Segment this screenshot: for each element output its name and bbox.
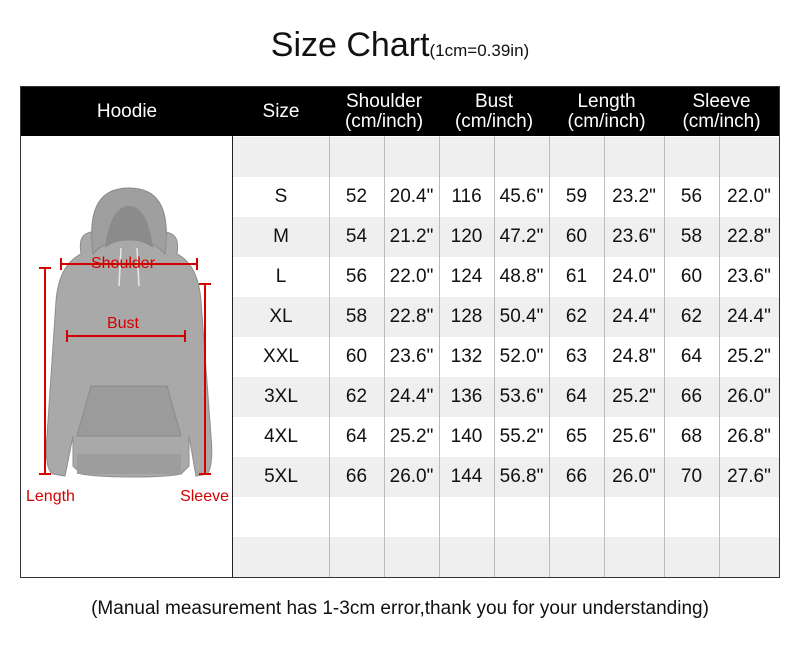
table-header bbox=[21, 87, 779, 136]
header-shoulder: Shoulder (cm/inch) bbox=[344, 90, 424, 132]
divider bbox=[719, 136, 720, 577]
cell-length-cm: 59 bbox=[565, 186, 588, 207]
size-chart-table bbox=[20, 86, 780, 578]
cell-bust-cm: 120 bbox=[450, 226, 483, 247]
table-row-empty bbox=[233, 537, 779, 577]
cell-bust-cm: 136 bbox=[450, 386, 483, 407]
header-bust: Bust (cm/inch) bbox=[454, 90, 534, 132]
cell-shoulder-in: 21.2" bbox=[389, 226, 434, 247]
cell-bust-cm: 132 bbox=[450, 346, 483, 367]
table-row-empty bbox=[233, 497, 779, 537]
title-conversion: (1cm=0.39in) bbox=[429, 41, 530, 60]
cell-size: M bbox=[273, 226, 289, 247]
diagram-label-length: Length bbox=[26, 488, 75, 505]
cell-shoulder-cm: 58 bbox=[345, 306, 368, 327]
cell-sleeve-in: 27.6" bbox=[727, 466, 771, 487]
cell-sleeve-in: 23.6" bbox=[727, 266, 771, 287]
cell-length-cm: 65 bbox=[565, 426, 588, 447]
cell-sleeve-cm: 56 bbox=[680, 186, 703, 207]
cell-shoulder-cm: 64 bbox=[345, 426, 368, 447]
cell-sleeve-cm: 62 bbox=[680, 306, 703, 327]
cell-size: L bbox=[275, 266, 287, 287]
cell-bust-in: 53.6" bbox=[499, 386, 544, 407]
table-row bbox=[233, 297, 779, 337]
cell-bust-cm: 128 bbox=[450, 306, 483, 327]
cell-sleeve-in: 22.8" bbox=[727, 226, 771, 247]
cell-sleeve-in: 26.8" bbox=[727, 426, 771, 447]
cell-shoulder-cm: 66 bbox=[345, 466, 368, 487]
divider bbox=[604, 136, 605, 577]
cell-sleeve-cm: 70 bbox=[680, 466, 703, 487]
divider bbox=[549, 136, 550, 577]
title-main: Size Chart bbox=[270, 26, 430, 64]
hoodie-diagram bbox=[21, 136, 232, 577]
cell-length-in: 24.4" bbox=[612, 306, 656, 327]
header-length: Length (cm/inch) bbox=[567, 90, 646, 132]
cell-shoulder-cm: 62 bbox=[345, 386, 368, 407]
cell-shoulder-in: 25.2" bbox=[389, 426, 434, 447]
cell-sleeve-cm: 58 bbox=[680, 226, 703, 247]
table-row bbox=[233, 257, 779, 297]
cell-length-cm: 61 bbox=[565, 266, 588, 287]
cell-sleeve-cm: 66 bbox=[680, 386, 703, 407]
cell-shoulder-in: 20.4" bbox=[389, 186, 434, 207]
cell-shoulder-in: 23.6" bbox=[389, 346, 434, 367]
cell-bust-in: 50.4" bbox=[499, 306, 544, 327]
cell-bust-in: 52.0" bbox=[499, 346, 544, 367]
cell-bust-in: 47.2" bbox=[499, 226, 544, 247]
cell-bust-cm: 140 bbox=[450, 426, 483, 447]
table-row bbox=[233, 217, 779, 257]
cell-length-cm: 60 bbox=[565, 226, 588, 247]
table-row bbox=[233, 337, 779, 377]
table-row bbox=[233, 177, 779, 217]
cell-bust-in: 55.2" bbox=[499, 426, 544, 447]
cell-shoulder-cm: 54 bbox=[345, 226, 368, 247]
cell-size: 4XL bbox=[264, 426, 298, 447]
cell-shoulder-in: 24.4" bbox=[389, 386, 434, 407]
cell-length-cm: 63 bbox=[565, 346, 588, 367]
cell-sleeve-in: 24.4" bbox=[727, 306, 771, 327]
cell-bust-in: 48.8" bbox=[499, 266, 544, 287]
cell-bust-cm: 144 bbox=[450, 466, 483, 487]
cell-sleeve-in: 25.2" bbox=[727, 346, 771, 367]
diagram-label-bust: Bust bbox=[106, 315, 140, 332]
cell-bust-cm: 116 bbox=[451, 186, 482, 207]
cell-size: XXL bbox=[263, 346, 299, 367]
cell-shoulder-cm: 60 bbox=[345, 346, 368, 367]
table-row-empty-top bbox=[233, 137, 779, 177]
cell-sleeve-in: 26.0" bbox=[727, 386, 771, 407]
cell-length-cm: 66 bbox=[565, 466, 588, 487]
cell-bust-in: 56.8" bbox=[499, 466, 544, 487]
cell-length-in: 26.0" bbox=[612, 466, 656, 487]
cell-length-in: 24.0" bbox=[612, 266, 656, 287]
cell-sleeve-cm: 64 bbox=[680, 346, 703, 367]
cell-shoulder-in: 22.8" bbox=[389, 306, 434, 327]
cell-bust-cm: 124 bbox=[450, 266, 483, 287]
cell-length-in: 25.2" bbox=[612, 386, 656, 407]
cell-shoulder-cm: 56 bbox=[345, 266, 368, 287]
header-size: Size bbox=[262, 100, 300, 122]
chart-title bbox=[0, 26, 800, 65]
divider bbox=[384, 136, 385, 577]
table-row bbox=[233, 457, 779, 497]
cell-sleeve-in: 22.0" bbox=[727, 186, 771, 207]
cell-size: 3XL bbox=[264, 386, 298, 407]
cell-shoulder-cm: 52 bbox=[345, 186, 368, 207]
cell-length-cm: 64 bbox=[565, 386, 588, 407]
cell-sleeve-cm: 68 bbox=[680, 426, 703, 447]
cell-size: 5XL bbox=[264, 466, 298, 487]
cell-length-in: 23.2" bbox=[612, 186, 656, 207]
cell-length-in: 25.6" bbox=[612, 426, 656, 447]
table-row bbox=[233, 377, 779, 417]
cell-length-in: 23.6" bbox=[612, 226, 656, 247]
cell-size: S bbox=[274, 186, 288, 207]
divider bbox=[664, 136, 665, 577]
footnote: (Manual measurement has 1-3cm error,thank you for your understanding) bbox=[91, 598, 709, 619]
cell-length-in: 24.8" bbox=[612, 346, 656, 367]
hoodie-illustration bbox=[21, 136, 232, 577]
diagram-label-shoulder: Shoulder bbox=[90, 255, 156, 272]
divider-image-column bbox=[232, 136, 233, 577]
header-hoodie: Hoodie bbox=[96, 100, 158, 122]
divider bbox=[494, 136, 495, 577]
cell-sleeve-cm: 60 bbox=[680, 266, 703, 287]
table-row bbox=[233, 417, 779, 457]
cell-shoulder-in: 22.0" bbox=[389, 266, 434, 287]
divider bbox=[439, 136, 440, 577]
cell-size: XL bbox=[269, 306, 293, 327]
divider bbox=[329, 136, 330, 577]
diagram-label-sleeve: Sleeve bbox=[180, 488, 229, 505]
header-sleeve: Sleeve (cm/inch) bbox=[682, 90, 761, 132]
cell-length-cm: 62 bbox=[565, 306, 588, 327]
cell-shoulder-in: 26.0" bbox=[389, 466, 434, 487]
cell-bust-in: 45.6" bbox=[499, 186, 544, 207]
